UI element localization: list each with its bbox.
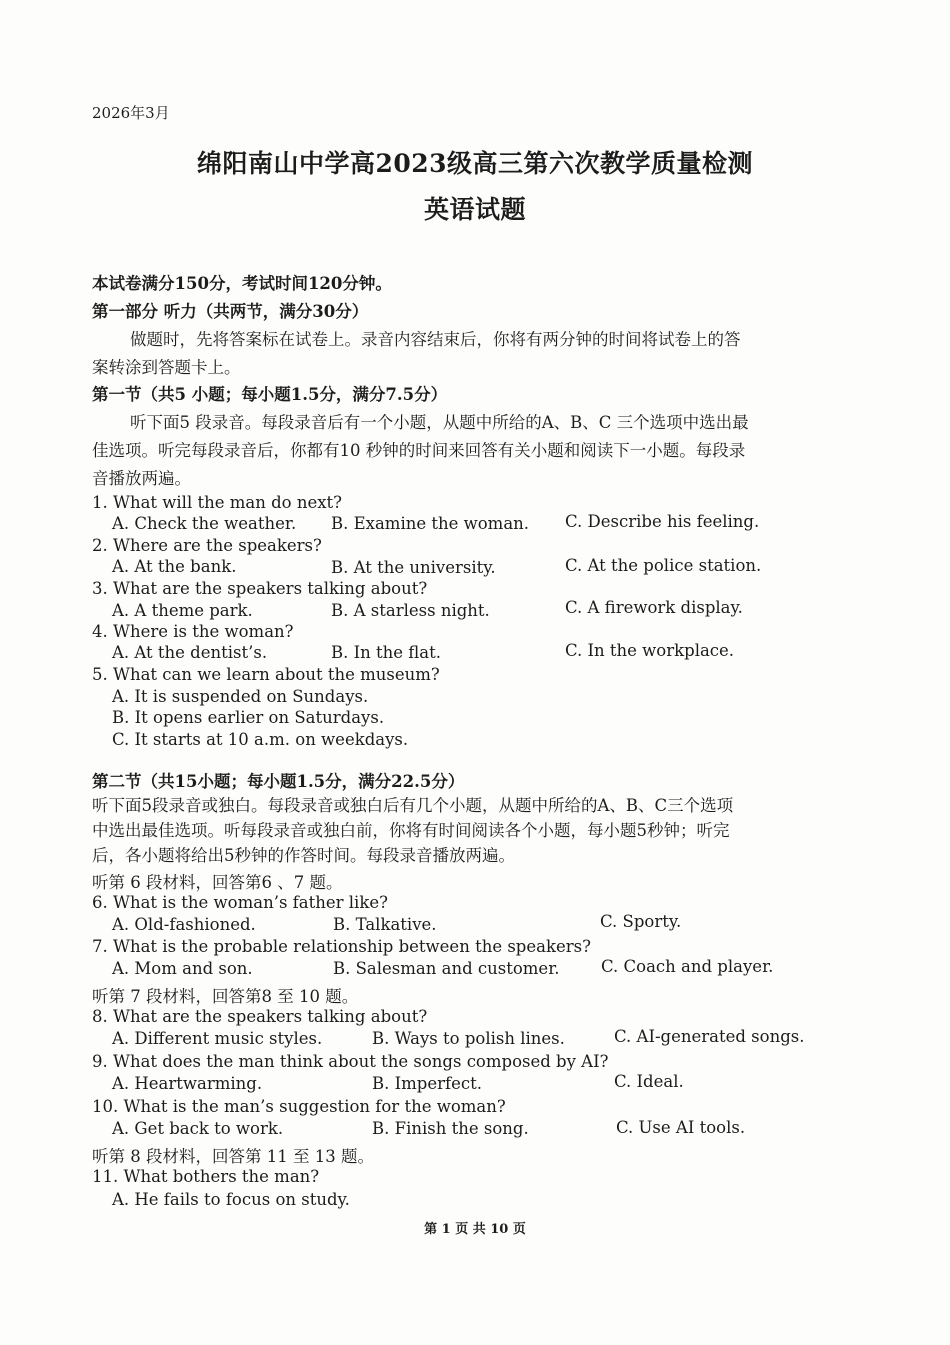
part1-instruction: 案转涂到答题卡上。 xyxy=(92,358,241,377)
option-a: A. Mom and son. xyxy=(112,959,253,978)
option-a: A. Check the weather. xyxy=(112,514,297,533)
option-c: C. In the workplace. xyxy=(565,641,735,660)
option-c: C. Describe his feeling. xyxy=(565,512,760,531)
part1-instruction: 做题时，先将答案标在试卷上。录音内容结束后，你将有两分钟的时间将试卷上的答 xyxy=(130,330,741,349)
question-stem: 1. What will the man do next? xyxy=(92,493,343,512)
question-stem: 9. What does the man think about the songs composed by AI? xyxy=(92,1052,609,1071)
option-a: A. At the bank. xyxy=(112,557,237,576)
option-b: B. Examine the woman. xyxy=(331,514,530,533)
option-c: C. It starts at 10 a.m. on weekdays. xyxy=(112,730,409,749)
option-a: A. A theme park. xyxy=(112,601,253,620)
option-b: B. Imperfect. xyxy=(372,1074,482,1093)
option-c: C. Use AI tools. xyxy=(616,1118,746,1137)
section1-heading: 第一节（共5 小题；每小题1.5分，满分7.5分） xyxy=(92,385,448,404)
part1-heading: 第一部分 听力（共两节，满分30分） xyxy=(92,302,369,321)
question-stem: 3. What are the speakers talking about? xyxy=(92,579,428,598)
option-a: A. Different music styles. xyxy=(112,1029,323,1048)
section2-heading: 第二节（共15小题；每小题1.5分，满分22.5分） xyxy=(92,772,465,791)
section2-instruction: 听下面5段录音或独白。每段录音或独白后有几个小题，从题中所给的A、B、C三个选项 xyxy=(92,796,734,815)
question-stem: 2. Where are the speakers? xyxy=(92,536,322,555)
option-a: A. It is suspended on Sundays. xyxy=(112,687,369,706)
question-stem: 8. What are the speakers talking about? xyxy=(92,1007,428,1026)
option-b: B. At the university. xyxy=(331,558,496,577)
option-b: B. Finish the song. xyxy=(372,1119,529,1138)
exam-title: 绵阳南山中学高2023级高三第六次教学质量检测 xyxy=(196,149,754,178)
option-a: A. At the dentist’s. xyxy=(112,643,268,662)
material-note: 听第 6 段材料，回答第6 、7 题。 xyxy=(92,873,343,892)
option-c: C. Ideal. xyxy=(614,1072,684,1091)
option-c: C. At the police station. xyxy=(565,556,762,575)
page-number: 第 1 页 共 10 页 xyxy=(424,1222,526,1237)
option-b: B. Talkative. xyxy=(333,915,437,934)
option-a: A. Old-fashioned. xyxy=(112,915,256,934)
section1-instruction: 佳选项。听完每段录音后，你都有10 秒钟的时间来回答有关小题和阅读下一小题。每段录 xyxy=(92,441,746,460)
section2-instruction: 中选出最佳选项。听每段录音或独白前，你将有时间阅读各个小题，每小题5秒钟；听完 xyxy=(92,821,730,840)
question-stem: 5. What can we learn about the museum? xyxy=(92,665,440,684)
question-stem: 4. Where is the woman? xyxy=(92,622,294,641)
section1-instruction: 音播放两遍。 xyxy=(92,469,191,488)
exam-date: 2026年3月 xyxy=(92,104,170,122)
exam-info: 本试卷满分150分，考试时间120分钟。 xyxy=(92,274,392,293)
question-stem: 7. What is the probable relationship between the speakers? xyxy=(92,937,591,956)
option-c: C. AI-generated songs. xyxy=(614,1027,805,1046)
exam-subject: 英语试题 xyxy=(423,195,526,224)
option-b: B. Salesman and customer. xyxy=(333,959,560,978)
section2-instruction: 后，各小题将给出5秒钟的作答时间。每段录音播放两遍。 xyxy=(92,846,515,865)
option-a: A. He fails to focus on study. xyxy=(112,1190,350,1209)
material-note: 听第 8 段材料，回答第 11 至 13 题。 xyxy=(92,1147,374,1166)
option-c: C. A firework display. xyxy=(565,598,743,617)
option-b: B. A starless night. xyxy=(331,601,490,620)
section1-instruction: 听下面5 段录音。每段录音后有一个小题，从题中所给的A、B、C 三个选项中选出最 xyxy=(130,413,749,432)
option-b: B. In the flat. xyxy=(331,643,441,662)
question-stem: 6. What is the woman’s father like? xyxy=(92,893,388,912)
option-a: A. Heartwarming. xyxy=(112,1074,263,1093)
option-a: A. Get back to work. xyxy=(112,1119,284,1138)
option-b: B. Ways to polish lines. xyxy=(372,1029,565,1048)
option-c: C. Coach and player. xyxy=(601,957,774,976)
option-b: B. It opens earlier on Saturdays. xyxy=(112,708,385,727)
material-note: 听第 7 段材料，回答第8 至 10 题。 xyxy=(92,987,359,1006)
option-c: C. Sporty. xyxy=(600,912,682,931)
question-stem: 10. What is the man’s suggestion for the woman? xyxy=(92,1097,506,1116)
question-stem: 11. What bothers the man? xyxy=(92,1167,320,1186)
